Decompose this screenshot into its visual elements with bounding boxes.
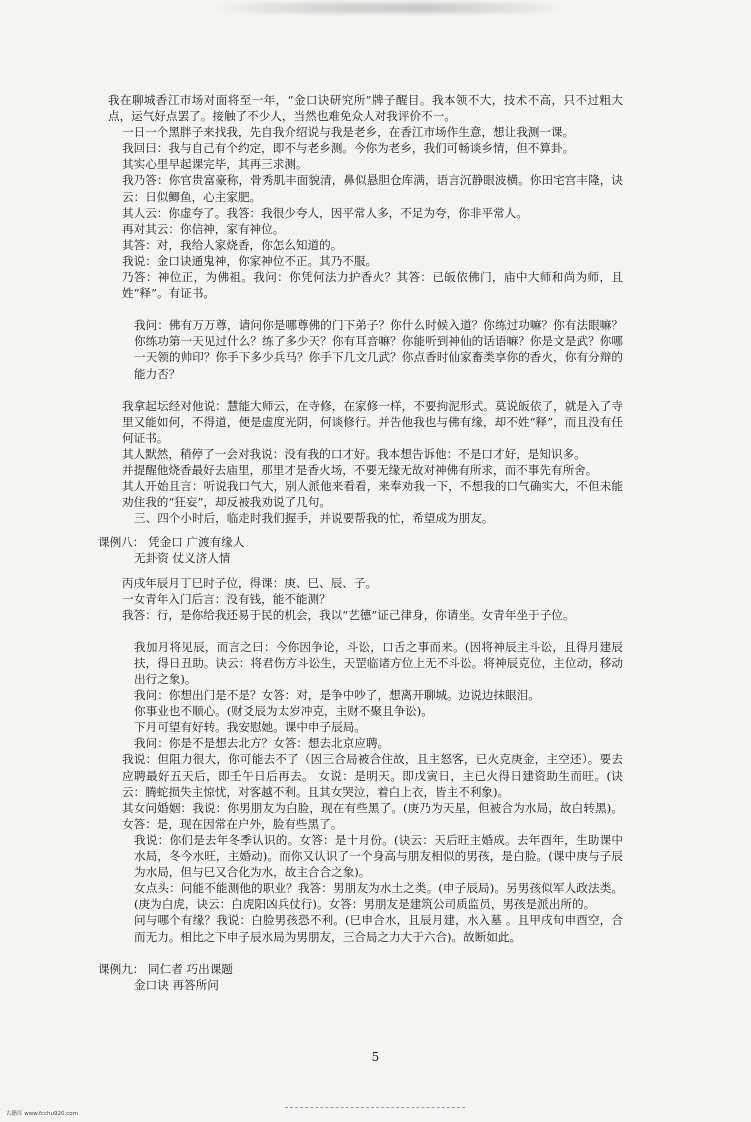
paragraph: 我加月将见辰，而言之曰：今你因争论，斗讼，口舌之事而来。(因将神辰主斗讼，且得月建辰扶，得日丑助。诀云：将君伤方斗讼生，天罡临诸方位上无不斗讼。将神辰克位，主位动，移动出行之象)。: [134, 639, 623, 686]
paragraph: 再对其云：你信神，家有神位。: [122, 221, 285, 236]
paragraph: 其答：对，我给人家烧香，你怎么知道的。: [122, 237, 343, 252]
paragraph: 我拿起坛经对他说：慧能大师云，在寺修，在家修一样，不要拘泥形式。莫说皈依了，就是入了寺里又能如何，不得道，便是虚度光阴，何谈修行。并告他我也与佛有缘，却不姓“释”，而且没有任何证书。: [122, 398, 623, 445]
paragraph: 问与哪个有缘？我说：白脸男孩恐不利。(巳申合水，且辰月建，水入墓 。且甲戌旬申酉空，合而无力。相比之下申子辰水局为男朋友，三合局之力大于六合)。故断如此。: [134, 913, 623, 944]
paragraph: 我说：金口诀通鬼神，你家神位不正。其乃不服。: [122, 253, 378, 268]
paragraph: 一日一个黑胖子来找我，先自我介绍说与我是老乡，在香江市场作生意，想让我测一课。: [122, 125, 575, 140]
paragraph: 你事业也不顺心。(财爻辰为太岁冲克，主财不聚且争讼)。: [134, 704, 433, 719]
paragraph: 我回曰：我与自己有个约定，即不与老乡测。今你为老乡，我们可畅谈乡情，但不算卦。: [122, 141, 575, 156]
paragraph: 并提醒他烧香最好去庙里，那里才是香火场，不要无缘无故对神佛有所求，而不事先有所舍。: [122, 462, 598, 477]
paragraph: 我答：行，是你给我还易于民的机会，我以“艺德”证己律身，你请坐。女青年坐于子位。: [122, 607, 575, 622]
paragraph: 我问：你想出门是不是？女答：对，是争中吵了，想离开聊城。边说边抹眼泪。: [134, 688, 540, 703]
paragraph: 一女青年入门后言：没有钱，能不能测？: [122, 591, 331, 606]
paragraph: 下月可望有好转。我安慰她。课中申子辰局。: [134, 720, 366, 735]
paragraph: 我问：佛有万万尊，请问你是哪尊佛的门下弟子？你什么时候入道？你练过功嘛？你有法眼嘛？你练功第一天见过什么？练了多少天？你有耳音嘛？你能听到神仙的话语嘛？你是文是武？你哪一天领的帅印？你手下多少兵马？你手下几文几武？你点香时仙家畜类享你的香火，你有分辩的能力否？: [134, 318, 623, 381]
paragraph: 其实心里早起课完毕，其再三求测。: [122, 157, 308, 172]
paragraph: 其人开始且言：听说我口气大，别人派他来看看，来奉劝我一下，不想我的口气确实大，不但未能劝住我的“狂妄”，却反被我劝说了几句。: [122, 479, 623, 510]
paragraph: 其人云：你虚夸了。我答：我很少夸人，因平常人多，不足为夸，你非平常人。: [122, 205, 528, 220]
scan-artifact: [210, 3, 570, 13]
case-heading: 课例八： 凭金口 广渡有缘人: [98, 535, 245, 550]
case-heading: 课例九： 同仁者 巧出课题: [98, 961, 233, 976]
page-number: 5: [371, 1050, 380, 1064]
paragraph: 其人默然，稍停了一会对我说：没有我的口才好。我本想告诉他：不是口才好，是知识多。: [122, 446, 586, 461]
paragraph: 我说：但阻力很大，你可能去不了（因三合局被合住故，且主怒客，已火克庚金，主空还）。要去应聘最好五天后，即壬午日后再去。 女说：是明天。即戊寅日，主已火得日建资助生而旺。(诀云：腾蛇损失主惊忧，对客越不利。且其女哭泣，着白上衣，皆主不利象)。: [122, 752, 623, 799]
paragraph: 女点头：问能不能测他的职业？我答：男朋友为水土之类。(申子辰局)。另男孩似军人政法类。(庚为白虎，诀云：白虎阳凶兵仗行)。女答：男朋友是建筑公司质监员，男孩是派出所的。: [134, 881, 623, 912]
divider: [285, 1107, 465, 1110]
paragraph: 乃答：神位正，为佛祖。我问：你凭何法力护香火？其答：已皈依佛门，庙中大师和尚为师，且姓“释”。有证书。: [122, 270, 623, 301]
paragraph: 我问：你是不是想去北方？女答：想去北京应聘。: [134, 736, 390, 751]
case-subheading: 金口诀 再答所问: [134, 977, 219, 992]
case-subheading: 无卦资 仗义济人情: [134, 551, 231, 566]
paragraph: 我说：你们是去年冬季认识的。女答：是十月份。(诀云：天后旺主婚成。去年酉年，生助课中水局，冬今水旺，主婚动)。而你又认识了一个身高与朋友相似的男孩，是白脸。(课中庚与子辰为水局，但与巳又合化为水，故主合合之象)。: [134, 832, 623, 880]
footer-watermark: 古籍库 www.fcchu920.com: [6, 1111, 78, 1117]
paragraph: 三、四个小时后，临走时我们握手，并说要帮我的忙，希望成为朋友。: [134, 511, 494, 526]
document-body: [98, 92, 623, 993]
paragraph: 其女问婚姻：我说：你男朋友为白脸，现在有些黑了。(庚乃为天星，但被合为水局，故白转黑)。女答：是，现在因常在户外，脸有些黑了。: [122, 800, 623, 831]
paragraph: 我乃答：你官贵富豪称，骨秀肌丰面貌清，鼻似悬胆仓库满，语言沉静眼波横。你田宅宫丰隆，诀云：日似鲫鱼，心主家肥。: [122, 173, 623, 204]
paragraph: 我在聊城香江市场对面将至一年，“金口诀研究所”牌子醒目。我本领不大，技术不高，只不过粗大点，运气好点罢了。接触了不少人，当然也难免众人对我评价不一。: [108, 93, 623, 124]
paragraph: 丙戌年辰月丁巳时子位，得课：庚、巳、辰、子。: [122, 575, 378, 590]
